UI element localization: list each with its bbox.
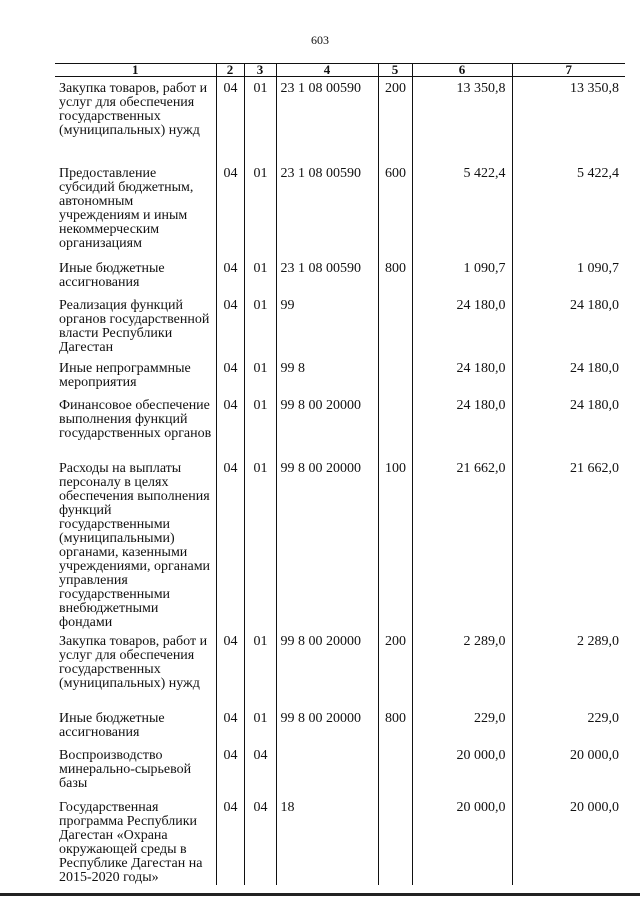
row-amount-6: 20 000,0 xyxy=(412,796,512,885)
row-amount-6: 13 350,8 xyxy=(412,77,512,162)
row-amount-6: 229,0 xyxy=(412,707,512,744)
column-header: 1 xyxy=(55,64,216,77)
row-name: Воспроизводство минерально-сырьевой базы xyxy=(59,747,192,791)
table-row xyxy=(55,630,625,707)
row-expense-type xyxy=(378,394,412,457)
row-amount-6: 2 289,0 xyxy=(412,630,512,707)
row-target-article: 99 xyxy=(276,294,378,357)
row-subsection: 04 xyxy=(244,796,276,885)
column-header: 6 xyxy=(412,64,512,77)
row-expense-type: 100 xyxy=(378,457,412,630)
row-name: Расходы на выплаты персоналу в целях обеспечения выполнения функций государственными (муниципальными) органами, казенными учреждениями, органами управления государственными внебюджетными фондами xyxy=(59,460,211,630)
budget-table xyxy=(55,63,625,885)
row-amount-6: 24 180,0 xyxy=(412,294,512,357)
row-amount-7: 21 662,0 xyxy=(512,457,625,630)
table-row xyxy=(55,162,625,257)
row-expense-type xyxy=(378,357,412,394)
row-expense-type xyxy=(378,796,412,885)
row-amount-6: 24 180,0 xyxy=(412,357,512,394)
page-number: 603 xyxy=(311,33,329,47)
row-section: 04 xyxy=(216,394,244,457)
row-name: Финансовое обеспечение выполнения функций государственных органов xyxy=(59,397,212,441)
table-row xyxy=(55,294,625,357)
column-header: 7 xyxy=(512,64,625,77)
row-section: 04 xyxy=(216,162,244,257)
row-amount-7: 20 000,0 xyxy=(512,744,625,796)
row-expense-type: 600 xyxy=(378,162,412,257)
row-subsection: 01 xyxy=(244,162,276,257)
row-amount-7: 2 289,0 xyxy=(512,630,625,707)
row-target-article: 99 8 00 20000 xyxy=(276,394,378,457)
row-target-article xyxy=(276,744,378,796)
row-name: Предоставление субсидий бюджетным, автономным учреждениям и иным некоммерческим организациям xyxy=(59,165,194,251)
row-amount-7: 24 180,0 xyxy=(512,294,625,357)
row-expense-type: 800 xyxy=(378,707,412,744)
row-section: 04 xyxy=(216,744,244,796)
row-amount-6: 20 000,0 xyxy=(412,744,512,796)
row-name: Иные бюджетные ассигнования xyxy=(59,710,165,740)
row-expense-type: 200 xyxy=(378,630,412,707)
row-expense-type xyxy=(378,294,412,357)
row-amount-7: 13 350,8 xyxy=(512,77,625,162)
column-header: 2 xyxy=(216,64,244,77)
row-amount-7: 5 422,4 xyxy=(512,162,625,257)
row-name: Закупка товаров, работ и услуг для обеспечения государственных (муниципальных) нужд xyxy=(59,633,208,691)
row-expense-type: 200 xyxy=(378,77,412,162)
row-target-article: 23 1 08 00590 xyxy=(276,257,378,294)
row-subsection: 01 xyxy=(244,394,276,457)
row-name: Реализация функций органов государственной власти Республики Дагестан xyxy=(59,297,210,355)
header-row xyxy=(55,64,625,77)
row-expense-type xyxy=(378,744,412,796)
row-target-article: 99 8 xyxy=(276,357,378,394)
row-section: 04 xyxy=(216,294,244,357)
row-target-article: 23 1 08 00590 xyxy=(276,77,378,162)
row-amount-7: 20 000,0 xyxy=(512,796,625,885)
column-header: 4 xyxy=(276,64,378,77)
row-amount-6: 1 090,7 xyxy=(412,257,512,294)
row-section: 04 xyxy=(216,796,244,885)
row-section: 04 xyxy=(216,357,244,394)
row-name: Закупка товаров, работ и услуг для обеспечения государственных (муниципальных) нужд xyxy=(59,81,208,138)
table-row xyxy=(55,394,625,457)
row-target-article: 99 8 00 20000 xyxy=(276,630,378,707)
table-row xyxy=(55,707,625,744)
row-subsection: 01 xyxy=(244,630,276,707)
row-subsection: 04 xyxy=(244,744,276,796)
row-subsection: 01 xyxy=(244,357,276,394)
table-row xyxy=(55,77,625,162)
row-section: 04 xyxy=(216,457,244,630)
row-subsection: 01 xyxy=(244,707,276,744)
row-section: 04 xyxy=(216,77,244,162)
column-header: 5 xyxy=(378,64,412,77)
row-subsection: 01 xyxy=(244,77,276,162)
table-row xyxy=(55,357,625,394)
table-row xyxy=(55,457,625,630)
row-name: Иные непрограммные мероприятия xyxy=(59,360,191,390)
row-target-article: 23 1 08 00590 xyxy=(276,162,378,257)
table-row xyxy=(55,744,625,796)
table-row xyxy=(55,257,625,294)
row-section: 04 xyxy=(216,630,244,707)
table-row xyxy=(55,796,625,885)
row-amount-7: 1 090,7 xyxy=(512,257,625,294)
row-subsection: 01 xyxy=(244,257,276,294)
row-subsection: 01 xyxy=(244,294,276,357)
row-expense-type: 800 xyxy=(378,257,412,294)
row-amount-6: 24 180,0 xyxy=(412,394,512,457)
row-amount-7: 24 180,0 xyxy=(512,357,625,394)
column-header: 3 xyxy=(244,64,276,77)
row-amount-6: 21 662,0 xyxy=(412,457,512,630)
row-target-article: 99 8 00 20000 xyxy=(276,707,378,744)
row-section: 04 xyxy=(216,707,244,744)
row-subsection: 01 xyxy=(244,457,276,630)
row-name: Государственная программа Республики Дагестан «Охрана окружающей среды в Республике Дагестан на 2015-2020 годы» xyxy=(59,799,203,885)
row-amount-6: 5 422,4 xyxy=(412,162,512,257)
row-name: Иные бюджетные ассигнования xyxy=(59,260,165,290)
row-section: 04 xyxy=(216,257,244,294)
row-target-article: 99 8 00 20000 xyxy=(276,457,378,630)
page-bottom-rule xyxy=(0,893,640,896)
row-target-article: 18 xyxy=(276,796,378,885)
row-amount-7: 24 180,0 xyxy=(512,394,625,457)
row-amount-7: 229,0 xyxy=(512,707,625,744)
